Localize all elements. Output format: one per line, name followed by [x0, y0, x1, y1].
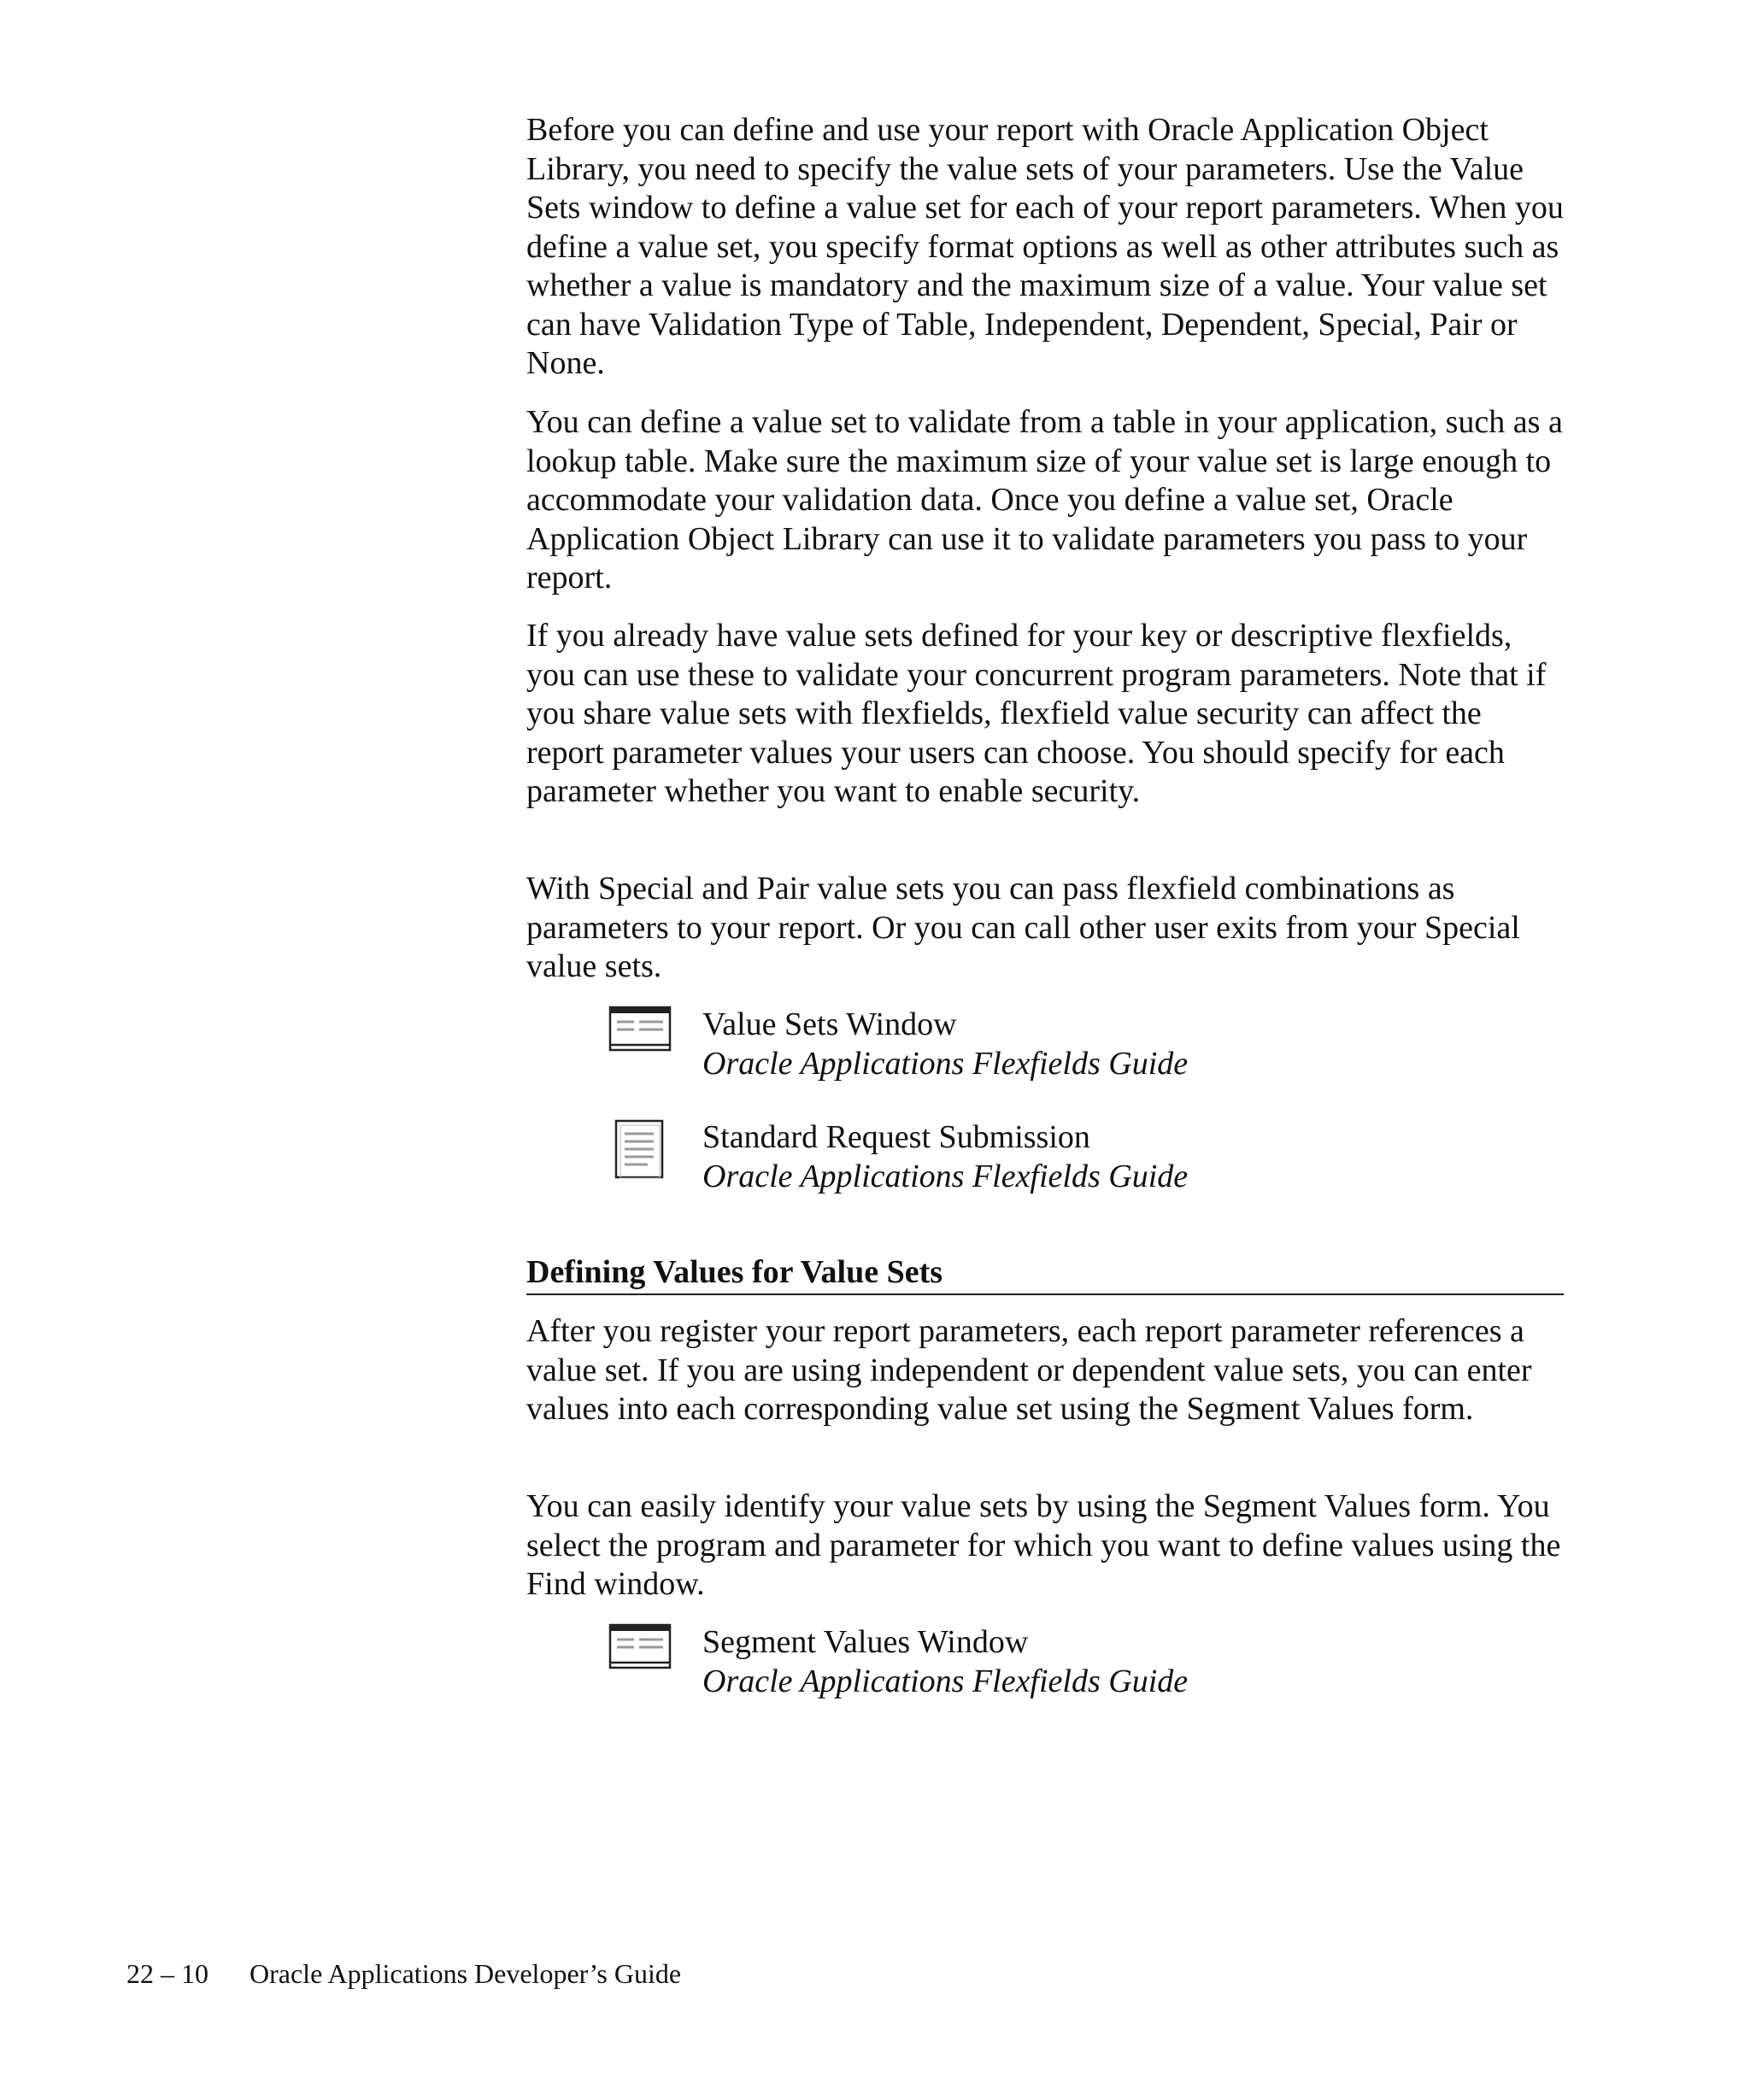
reference-title: Standard Request Submission [702, 1119, 1090, 1155]
document-icon [614, 1118, 665, 1184]
book-title: Oracle Applications Developer’s Guide [250, 1958, 682, 1989]
body-paragraph: You can easily identify your value sets by using the Segment Values form. You select the program and parameter for which you want to define values using the Find window. [526, 1488, 1561, 1602]
reference-standard-request-submission [608, 1118, 1377, 1204]
body-paragraph: You can define a value set to validate from a table in your application, such as a lookup table. Make sure the maximum size of your value set is large enough to accommodate your validation data. Once you define a value set, Oracle Application Object Library can use it to validate parameters you pass to your report. [526, 404, 1563, 595]
reference-book: Oracle Applications Flexfields Guide [702, 1663, 1189, 1699]
body-paragraph: With Special and Pair value sets you can pass flexfield combinations as parameters to your report. Or you can call other user exits from your Special value sets. [526, 871, 1520, 984]
reference-value-sets-window [608, 1006, 1377, 1091]
window-icon [608, 1006, 672, 1056]
reference-title: Value Sets Window [702, 1006, 957, 1042]
section-heading: Defining Values for Value Sets [526, 1252, 1564, 1295]
reference-title: Segment Values Window [702, 1624, 1029, 1660]
reference-book: Oracle Applications Flexfields Guide [702, 1045, 1189, 1082]
reference-segment-values-window [608, 1623, 1377, 1709]
page-footer [126, 1956, 681, 1991]
body-paragraph: If you already have value sets defined for your key or descriptive flexfields, you can use these to validate your concurrent program parameters. Note that if you share value sets with flexfields, flexfield value security can affect the report parameter values your users can choose. You should specify for each parameter whether you want to enable security. [526, 618, 1547, 809]
reference-book: Oracle Applications Flexfields Guide [702, 1158, 1189, 1194]
body-paragraph: After you register your report parameters, each report parameter references a value set. If you are using independent or dependent value sets, you can enter values into each corresponding value set using the Segment Values form. [526, 1313, 1532, 1427]
window-icon [608, 1623, 672, 1674]
body-paragraph: Before you can define and use your report with Oracle Application Object Library, you need to specify the value sets of your parameters. Use the Value Sets window to define a value set for each of your report parameters. When you define a value set, you specify format options as well as other attributes such as whether a value is mandatory and the maximum size of a value. Your value set can have Validation Type of Table, Independent, Dependent, Special, Pair or None. [526, 112, 1564, 381]
page-number: 22 – 10 [126, 1958, 208, 1989]
